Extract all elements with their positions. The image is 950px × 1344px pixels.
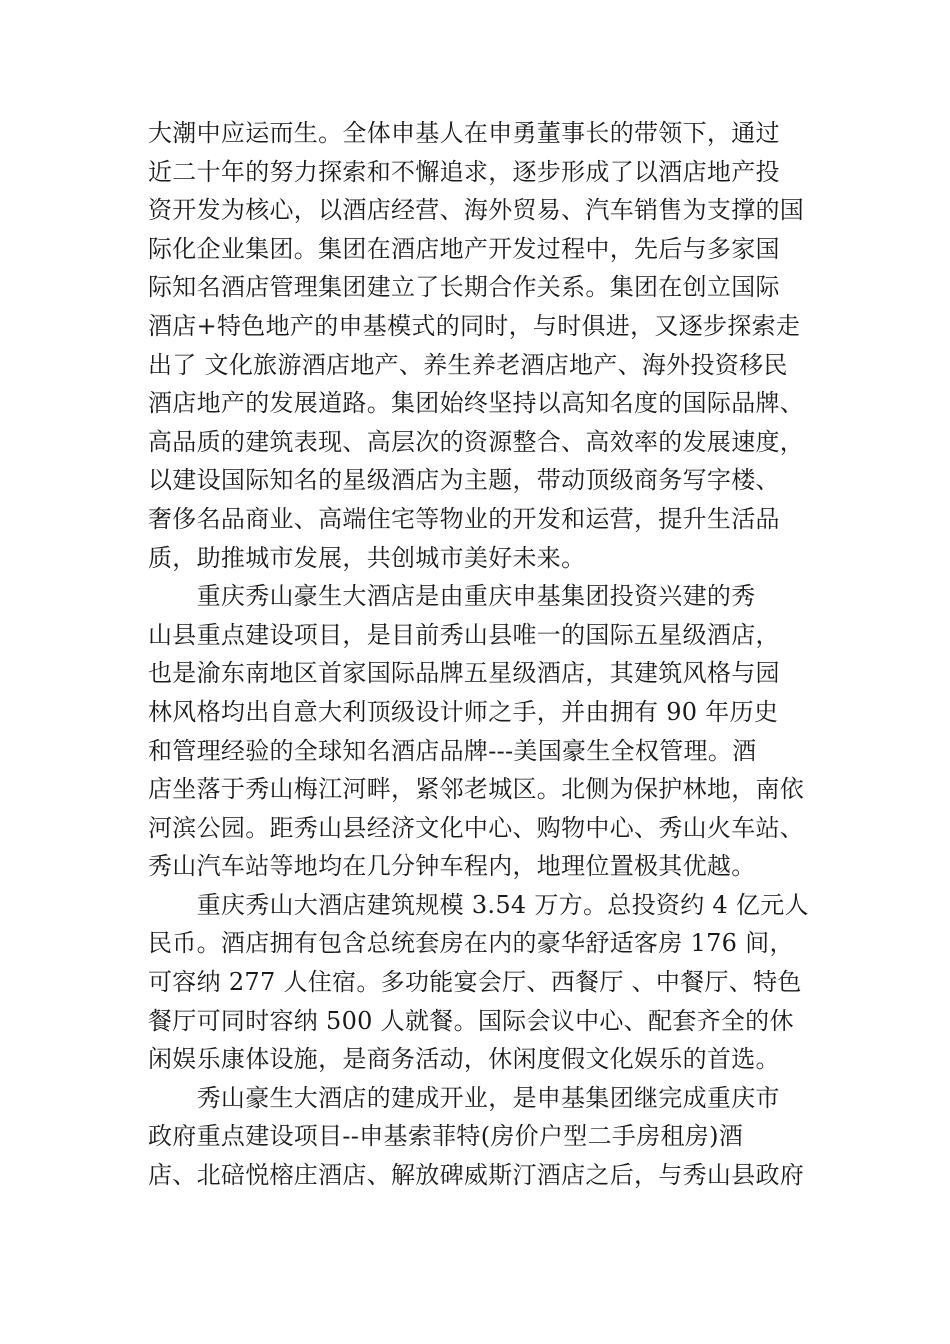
text-line: 大潮中应运而生。全体申基人在申勇董事长的带领下，通过 xyxy=(148,119,780,147)
text-line: 林风格均出自意大利顶级设计师之手，并由拥有 90 年历史 xyxy=(148,697,779,726)
text-line: 秀山豪生大酒店的建成开业，是申基集团继完成重庆市 xyxy=(148,1083,780,1112)
text-line: 质，助推城市发展，共创城市美好未来。 xyxy=(148,543,586,572)
text-line: 重庆秀山大酒店建筑规模 3.54 万方。总投资约 4 亿元人 xyxy=(148,890,809,919)
text-line: 高品质的建筑表现、高层次的资源整合、高效率的发展速度， xyxy=(148,427,805,456)
text-line: 闲娱乐康体设施，是商务活动，休闲度假文化娱乐的首选。 xyxy=(148,1045,780,1074)
text-line: 酒店+特色地产的申基模式的同时，与时俱进，又逐步探索走 xyxy=(148,311,801,340)
text-line: 以建设国际知名的星级酒店为主题，带动顶级商务写字楼、 xyxy=(148,466,780,495)
body-text xyxy=(148,114,818,1195)
text-line: 民币。酒店拥有包含总统套房在内的豪华舒适客房 176 间， xyxy=(148,929,794,958)
text-line: 资开发为核心，以酒店经营、海外贸易、汽车销售为支撑的国 xyxy=(148,196,805,225)
text-line: 近二十年的努力探索和不懈追求，逐步形成了以酒店地产投 xyxy=(148,157,780,186)
text-line: 店、北碚悦榕庄酒店、解放碑威斯汀酒店之后，与秀山县政府 xyxy=(148,1161,805,1190)
text-line: 山县重点建设项目，是目前秀山县唯一的国际五星级酒店， xyxy=(148,620,780,649)
text-line: 政府重点建设项目--申基索菲特(房价户型二手房租房)酒 xyxy=(148,1122,744,1151)
text-line: 重庆秀山豪生大酒店是由重庆申基集团投资兴建的秀 xyxy=(148,582,756,611)
text-line: 秀山汽车站等地均在几分钟车程内，地理位置极其优越。 xyxy=(148,852,756,881)
text-line: 也是渝东南地区首家国际品牌五星级酒店，其建筑风格与园 xyxy=(148,659,780,688)
text-line: 河滨公园。距秀山县经济文化中心、购物中心、秀山火车站、 xyxy=(148,813,805,842)
text-line: 奢侈名品商业、高端住宅等物业的开发和运营，提升生活品 xyxy=(148,504,780,533)
text-line: 出了 文化旅游酒店地产、养生养老酒店地产、海外投资移民 xyxy=(148,350,788,379)
text-line: 酒店地产的发展道路。集团始终坚持以高知名度的国际品牌、 xyxy=(148,389,805,418)
text-line: 可容纳 277 人住宿。多功能宴会厅、西餐厅 、中餐厅、特色 xyxy=(148,968,802,997)
text-line: 际化企业集团。集团在酒店地产开发过程中，先后与多家国 xyxy=(148,234,780,263)
text-line: 际知名酒店管理集团建立了长期合作关系。集团在创立国际 xyxy=(148,273,780,302)
text-line: 和管理经验的全球知名酒店品牌---美国豪生全权管理。酒 xyxy=(148,736,757,765)
text-line: 店坐落于秀山梅江河畔，紧邻老城区。北侧为保护林地，南依 xyxy=(148,775,805,804)
text-line: 餐厅可同时容纳 500 人就餐。国际会议中心、配套齐全的休 xyxy=(148,1006,794,1035)
